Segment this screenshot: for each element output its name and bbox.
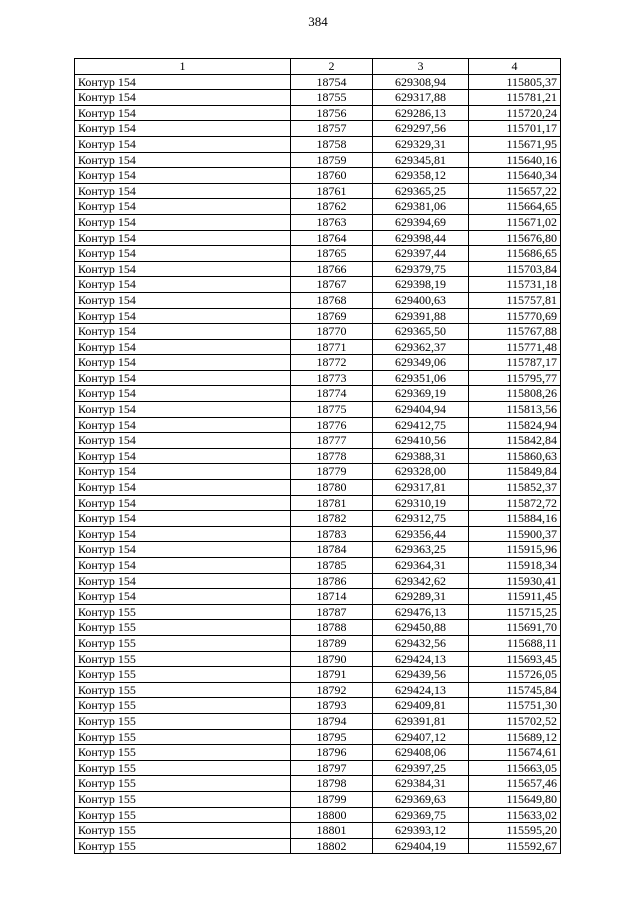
point-number-cell: 18778	[291, 448, 373, 464]
contour-name-cell: Контур 155	[75, 667, 291, 683]
point-number-cell: 18765	[291, 246, 373, 262]
x-coordinate-cell: 629394,69	[373, 214, 469, 230]
point-number-cell: 18756	[291, 105, 373, 121]
contour-name-cell: Контур 155	[75, 604, 291, 620]
table-row	[75, 713, 561, 729]
x-coordinate-cell: 629432,56	[373, 635, 469, 651]
x-coordinate-cell: 629379,75	[373, 261, 469, 277]
table-row	[75, 370, 561, 386]
point-number-cell: 18766	[291, 261, 373, 277]
x-coordinate-cell: 629351,06	[373, 370, 469, 386]
x-coordinate-cell: 629358,12	[373, 168, 469, 184]
table-row	[75, 402, 561, 418]
table-row	[75, 558, 561, 574]
x-coordinate-cell: 629391,88	[373, 308, 469, 324]
coordinates-table	[74, 58, 561, 854]
contour-name-cell: Контур 154	[75, 339, 291, 355]
y-coordinate-cell: 115731,18	[469, 277, 561, 293]
x-coordinate-cell: 629424,13	[373, 651, 469, 667]
y-coordinate-cell: 115688,11	[469, 635, 561, 651]
y-coordinate-cell: 115663,05	[469, 760, 561, 776]
table-row	[75, 823, 561, 839]
contour-name-cell: Контур 154	[75, 511, 291, 527]
point-number-cell: 18780	[291, 480, 373, 496]
table-row	[75, 386, 561, 402]
point-number-cell: 18771	[291, 339, 373, 355]
point-number-cell: 18796	[291, 745, 373, 761]
table-row	[75, 776, 561, 792]
point-number-cell: 18761	[291, 183, 373, 199]
contour-name-cell: Контур 155	[75, 635, 291, 651]
point-number-cell: 18781	[291, 495, 373, 511]
y-coordinate-cell: 115676,80	[469, 230, 561, 246]
contour-name-cell: Контур 155	[75, 776, 291, 792]
table-row	[75, 121, 561, 137]
table-row	[75, 355, 561, 371]
x-coordinate-cell: 629384,31	[373, 776, 469, 792]
y-coordinate-cell: 115767,88	[469, 324, 561, 340]
x-coordinate-cell: 629345,81	[373, 152, 469, 168]
y-coordinate-cell: 115813,56	[469, 402, 561, 418]
contour-name-cell: Контур 154	[75, 526, 291, 542]
table-row	[75, 729, 561, 745]
table-row	[75, 448, 561, 464]
table-row	[75, 292, 561, 308]
table-row	[75, 760, 561, 776]
contour-name-cell: Контур 154	[75, 324, 291, 340]
contour-name-cell: Контур 154	[75, 105, 291, 121]
y-coordinate-cell: 115781,21	[469, 90, 561, 106]
x-coordinate-cell: 629397,44	[373, 246, 469, 262]
x-coordinate-cell: 629391,81	[373, 713, 469, 729]
point-number-cell: 18769	[291, 308, 373, 324]
table-row	[75, 807, 561, 823]
contour-name-cell: Контур 154	[75, 448, 291, 464]
table-row	[75, 573, 561, 589]
y-coordinate-cell: 115805,37	[469, 74, 561, 90]
x-coordinate-cell: 629317,88	[373, 90, 469, 106]
y-coordinate-cell: 115689,12	[469, 729, 561, 745]
point-number-cell: 18800	[291, 807, 373, 823]
x-coordinate-cell: 629364,31	[373, 558, 469, 574]
y-coordinate-cell: 115842,84	[469, 433, 561, 449]
point-number-cell: 18760	[291, 168, 373, 184]
contour-name-cell: Контур 154	[75, 433, 291, 449]
y-coordinate-cell: 115770,69	[469, 308, 561, 324]
contour-name-cell: Контур 154	[75, 230, 291, 246]
point-number-cell: 18775	[291, 402, 373, 418]
table-row	[75, 136, 561, 152]
contour-name-cell: Контур 154	[75, 277, 291, 293]
column-header-1: 1	[75, 59, 291, 75]
x-coordinate-cell: 629407,12	[373, 729, 469, 745]
y-coordinate-cell: 115751,30	[469, 698, 561, 714]
y-coordinate-cell: 115726,05	[469, 667, 561, 683]
x-coordinate-cell: 629329,31	[373, 136, 469, 152]
point-number-cell: 18755	[291, 90, 373, 106]
x-coordinate-cell: 629424,13	[373, 682, 469, 698]
y-coordinate-cell: 115657,46	[469, 776, 561, 792]
table-row	[75, 105, 561, 121]
y-coordinate-cell: 115592,67	[469, 838, 561, 854]
table-row	[75, 791, 561, 807]
y-coordinate-cell: 115930,41	[469, 573, 561, 589]
y-coordinate-cell: 115787,17	[469, 355, 561, 371]
y-coordinate-cell: 115640,34	[469, 168, 561, 184]
y-coordinate-cell: 115649,80	[469, 791, 561, 807]
point-number-cell: 18789	[291, 635, 373, 651]
x-coordinate-cell: 629365,50	[373, 324, 469, 340]
contour-name-cell: Контур 154	[75, 183, 291, 199]
point-number-cell: 18779	[291, 464, 373, 480]
x-coordinate-cell: 629404,19	[373, 838, 469, 854]
x-coordinate-cell: 629310,19	[373, 495, 469, 511]
point-number-cell: 18784	[291, 542, 373, 558]
y-coordinate-cell: 115860,63	[469, 448, 561, 464]
point-number-cell: 18792	[291, 682, 373, 698]
point-number-cell: 18762	[291, 199, 373, 215]
table-row	[75, 417, 561, 433]
point-number-cell: 18798	[291, 776, 373, 792]
table-row	[75, 214, 561, 230]
y-coordinate-cell: 115674,61	[469, 745, 561, 761]
table-row	[75, 480, 561, 496]
point-number-cell: 18759	[291, 152, 373, 168]
x-coordinate-cell: 629450,88	[373, 620, 469, 636]
table-row	[75, 183, 561, 199]
y-coordinate-cell: 115691,70	[469, 620, 561, 636]
table-row	[75, 339, 561, 355]
point-number-cell: 18801	[291, 823, 373, 839]
point-number-cell: 18772	[291, 355, 373, 371]
contour-name-cell: Контур 155	[75, 698, 291, 714]
y-coordinate-cell: 115918,34	[469, 558, 561, 574]
table-row	[75, 324, 561, 340]
table-row	[75, 838, 561, 854]
x-coordinate-cell: 629398,44	[373, 230, 469, 246]
column-header-3: 3	[373, 59, 469, 75]
table-row	[75, 604, 561, 620]
table-row	[75, 246, 561, 262]
y-coordinate-cell: 115671,95	[469, 136, 561, 152]
point-number-cell: 18786	[291, 573, 373, 589]
contour-name-cell: Контур 154	[75, 573, 291, 589]
point-number-cell: 18795	[291, 729, 373, 745]
y-coordinate-cell: 115849,84	[469, 464, 561, 480]
y-coordinate-cell: 115757,81	[469, 292, 561, 308]
point-number-cell: 18782	[291, 511, 373, 527]
table-row	[75, 589, 561, 605]
contour-name-cell: Контур 155	[75, 729, 291, 745]
x-coordinate-cell: 629286,13	[373, 105, 469, 121]
x-coordinate-cell: 629410,56	[373, 433, 469, 449]
y-coordinate-cell: 115824,94	[469, 417, 561, 433]
contour-name-cell: Контур 155	[75, 791, 291, 807]
point-number-cell: 18758	[291, 136, 373, 152]
y-coordinate-cell: 115884,16	[469, 511, 561, 527]
point-number-cell: 18767	[291, 277, 373, 293]
contour-name-cell: Контур 154	[75, 121, 291, 137]
point-number-cell: 18764	[291, 230, 373, 246]
y-coordinate-cell: 115657,22	[469, 183, 561, 199]
table-row	[75, 495, 561, 511]
point-number-cell: 18797	[291, 760, 373, 776]
point-number-cell: 18783	[291, 526, 373, 542]
y-coordinate-cell: 115633,02	[469, 807, 561, 823]
contour-name-cell: Контур 155	[75, 745, 291, 761]
table-row	[75, 620, 561, 636]
y-coordinate-cell: 115852,37	[469, 480, 561, 496]
y-coordinate-cell: 115745,84	[469, 682, 561, 698]
contour-name-cell: Контур 154	[75, 355, 291, 371]
contour-name-cell: Контур 154	[75, 199, 291, 215]
contour-name-cell: Контур 154	[75, 542, 291, 558]
point-number-cell: 18793	[291, 698, 373, 714]
point-number-cell: 18714	[291, 589, 373, 605]
x-coordinate-cell: 629297,56	[373, 121, 469, 137]
contour-name-cell: Контур 154	[75, 261, 291, 277]
y-coordinate-cell: 115640,16	[469, 152, 561, 168]
x-coordinate-cell: 629363,25	[373, 542, 469, 558]
point-number-cell: 18790	[291, 651, 373, 667]
point-number-cell: 18787	[291, 604, 373, 620]
y-coordinate-cell: 115664,65	[469, 199, 561, 215]
contour-name-cell: Контур 154	[75, 168, 291, 184]
x-coordinate-cell: 629404,94	[373, 402, 469, 418]
contour-name-cell: Контур 154	[75, 370, 291, 386]
table-row	[75, 511, 561, 527]
x-coordinate-cell: 629328,00	[373, 464, 469, 480]
table-row	[75, 433, 561, 449]
x-coordinate-cell: 629369,19	[373, 386, 469, 402]
contour-name-cell: Контур 155	[75, 682, 291, 698]
table-row	[75, 261, 561, 277]
contour-name-cell: Контур 154	[75, 90, 291, 106]
point-number-cell: 18794	[291, 713, 373, 729]
contour-name-cell: Контур 154	[75, 480, 291, 496]
point-number-cell: 18799	[291, 791, 373, 807]
x-coordinate-cell: 629289,31	[373, 589, 469, 605]
y-coordinate-cell: 115720,24	[469, 105, 561, 121]
table-row	[75, 90, 561, 106]
point-number-cell: 18802	[291, 838, 373, 854]
contour-name-cell: Контур 155	[75, 651, 291, 667]
y-coordinate-cell: 115795,77	[469, 370, 561, 386]
x-coordinate-cell: 629398,19	[373, 277, 469, 293]
table-row	[75, 635, 561, 651]
table-row	[75, 745, 561, 761]
point-number-cell: 18773	[291, 370, 373, 386]
column-header-4: 4	[469, 59, 561, 75]
x-coordinate-cell: 629397,25	[373, 760, 469, 776]
contour-name-cell: Контур 154	[75, 589, 291, 605]
y-coordinate-cell: 115900,37	[469, 526, 561, 542]
table-row	[75, 542, 561, 558]
table-row	[75, 526, 561, 542]
x-coordinate-cell: 629349,06	[373, 355, 469, 371]
contour-name-cell: Контур 155	[75, 807, 291, 823]
table-row	[75, 667, 561, 683]
y-coordinate-cell: 115703,84	[469, 261, 561, 277]
x-coordinate-cell: 629369,63	[373, 791, 469, 807]
x-coordinate-cell: 629400,63	[373, 292, 469, 308]
y-coordinate-cell: 115702,52	[469, 713, 561, 729]
point-number-cell: 18791	[291, 667, 373, 683]
table-row	[75, 168, 561, 184]
contour-name-cell: Контур 154	[75, 246, 291, 262]
y-coordinate-cell: 115671,02	[469, 214, 561, 230]
x-coordinate-cell: 629439,56	[373, 667, 469, 683]
x-coordinate-cell: 629381,06	[373, 199, 469, 215]
point-number-cell: 18776	[291, 417, 373, 433]
contour-name-cell: Контур 155	[75, 838, 291, 854]
x-coordinate-cell: 629476,13	[373, 604, 469, 620]
contour-name-cell: Контур 154	[75, 417, 291, 433]
y-coordinate-cell: 115872,72	[469, 495, 561, 511]
point-number-cell: 18754	[291, 74, 373, 90]
column-header-2: 2	[291, 59, 373, 75]
table-row	[75, 74, 561, 90]
contour-name-cell: Контур 154	[75, 464, 291, 480]
table-row	[75, 199, 561, 215]
table-row	[75, 152, 561, 168]
point-number-cell: 18788	[291, 620, 373, 636]
point-number-cell: 18770	[291, 324, 373, 340]
x-coordinate-cell: 629362,37	[373, 339, 469, 355]
y-coordinate-cell: 115808,26	[469, 386, 561, 402]
x-coordinate-cell: 629308,94	[373, 74, 469, 90]
table-body	[75, 74, 561, 854]
x-coordinate-cell: 629365,25	[373, 183, 469, 199]
x-coordinate-cell: 629317,81	[373, 480, 469, 496]
header-row	[75, 59, 561, 75]
contour-name-cell: Контур 154	[75, 74, 291, 90]
table-row	[75, 698, 561, 714]
point-number-cell: 18774	[291, 386, 373, 402]
contour-name-cell: Контур 154	[75, 292, 291, 308]
x-coordinate-cell: 629393,12	[373, 823, 469, 839]
contour-name-cell: Контур 154	[75, 558, 291, 574]
y-coordinate-cell: 115771,48	[469, 339, 561, 355]
x-coordinate-cell: 629388,31	[373, 448, 469, 464]
x-coordinate-cell: 629342,62	[373, 573, 469, 589]
contour-name-cell: Контур 154	[75, 402, 291, 418]
table-row	[75, 308, 561, 324]
y-coordinate-cell: 115595,20	[469, 823, 561, 839]
x-coordinate-cell: 629412,75	[373, 417, 469, 433]
y-coordinate-cell: 115915,96	[469, 542, 561, 558]
table-row	[75, 277, 561, 293]
x-coordinate-cell: 629408,06	[373, 745, 469, 761]
contour-name-cell: Контур 154	[75, 495, 291, 511]
y-coordinate-cell: 115693,45	[469, 651, 561, 667]
contour-name-cell: Контур 154	[75, 308, 291, 324]
y-coordinate-cell: 115715,25	[469, 604, 561, 620]
contour-name-cell: Контур 155	[75, 620, 291, 636]
contour-name-cell: Контур 154	[75, 152, 291, 168]
point-number-cell: 18768	[291, 292, 373, 308]
x-coordinate-cell: 629356,44	[373, 526, 469, 542]
table-row	[75, 651, 561, 667]
x-coordinate-cell: 629409,81	[373, 698, 469, 714]
table-row	[75, 682, 561, 698]
x-coordinate-cell: 629312,75	[373, 511, 469, 527]
table-row	[75, 230, 561, 246]
point-number-cell: 18757	[291, 121, 373, 137]
contour-name-cell: Контур 155	[75, 760, 291, 776]
contour-name-cell: Контур 154	[75, 214, 291, 230]
x-coordinate-cell: 629369,75	[373, 807, 469, 823]
y-coordinate-cell: 115701,17	[469, 121, 561, 137]
page-number: 384	[308, 14, 328, 29]
point-number-cell: 18763	[291, 214, 373, 230]
contour-name-cell: Контур 155	[75, 823, 291, 839]
y-coordinate-cell: 115911,45	[469, 589, 561, 605]
table-header	[75, 59, 561, 75]
y-coordinate-cell: 115686,65	[469, 246, 561, 262]
point-number-cell: 18777	[291, 433, 373, 449]
table-row	[75, 464, 561, 480]
point-number-cell: 18785	[291, 558, 373, 574]
contour-name-cell: Контур 154	[75, 136, 291, 152]
contour-name-cell: Контур 155	[75, 713, 291, 729]
contour-name-cell: Контур 154	[75, 386, 291, 402]
